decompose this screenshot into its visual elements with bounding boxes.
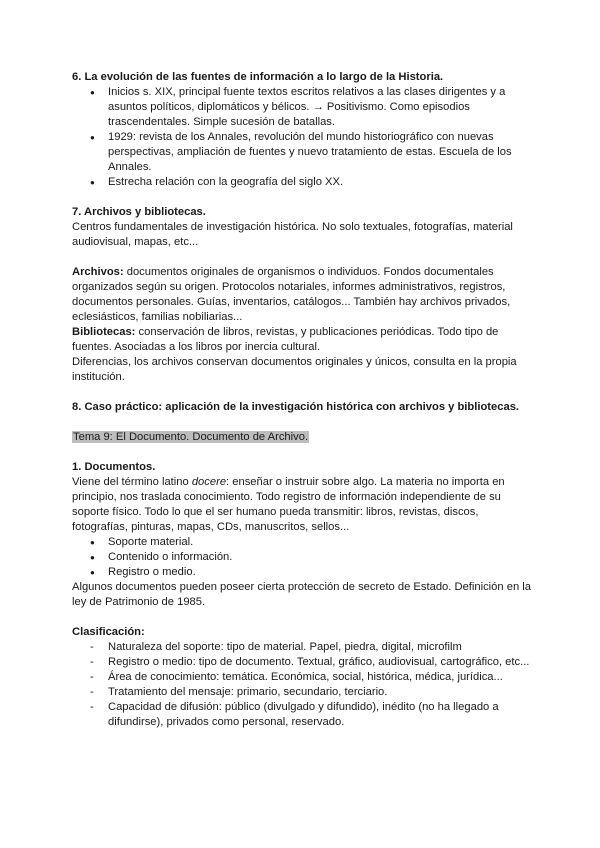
section-7-intro: Centros fundamentales de investigación histórica. No solo textuales, fotografías, material audiovisual, mapas, etc... [72,221,513,248]
documentos-closing: Algunos documentos pueden poseer cierta protección de secreto de Estado. Definición en la ley de Patrimonio de 1985. [72,581,531,608]
section-7-heading: 7. Archivos y bibliotecas. [72,206,206,218]
section-6-list [72,85,532,190]
document-content [72,70,532,730]
documentos-heading: 1. Documentos. [72,461,156,473]
clasificacion-list [72,640,532,730]
documentos-text-post: : enseñar o instruir sobre algo. La materia no importa en principio, nos traslada conocimiento. Todo registro de información independiente de su soporte físico. Todo lo que el ser humano pueda transmitir: libros, revistas, discos, fotografías, pinturas, mapas, CDs, manuscritos, sellos... [72,476,505,533]
archivos-label: Archivos: [72,266,124,278]
list-item: - Registro o medio: tipo de documento. Textual, gráfico, audiovisual, cartográfico, etc... [72,655,532,670]
bibliotecas-paragraph [72,325,532,355]
section-6-heading: 6. La evolución de las fuentes de información a lo largo de la Historia. [72,71,444,83]
list-item: - Tratamiento del mensaje: primario, secundario, terciario. [72,685,532,700]
list-item: - Área de conocimiento: temática. Económica, social, histórica, médica, jurídica... [72,670,532,685]
clasificacion-heading: Clasificación: [72,626,145,638]
list-item: - Capacidad de difusión: público (divulgado y difundido), inédito (no ha llegado a difundirse), privados como personal, reservado. [72,700,532,730]
list-item: ● Contenido o información. [72,550,532,565]
archivos-text: documentos originales de organismos o individuos. Fondos documentales organizados según su origen. Protocolos notariales, informes administrativos, registros, documentos personales. Guías, inventarios, catálogos... También hay archivos privados, eclesiásticos, familias nobiliarias... [72,266,511,323]
list-item: ● Estrecha relación con la geografía del siglo XX. [72,175,532,190]
list-item: - Naturaleza del soporte: tipo de material. Papel, piedra, digital, microfilm [72,640,532,655]
archivos-paragraph [72,265,532,325]
documentos-paragraph [72,475,532,535]
diferencias-paragraph: Diferencias, los archivos conservan documentos originales y únicos, consulta en la propia institución. [72,356,517,383]
tema-highlight: Tema 9: El Documento. Documento de Archivo. [73,431,309,443]
bibliotecas-text: conservación de libros, revistas, y publicaciones periódicas. Todo tipo de fuentes. Asociadas a los libros por inercia cultural. [72,326,499,353]
documentos-list [72,535,532,580]
list-item: ● Inicios s. XIX, principal fuente textos escritos relativos a las clases dirigentes y a asuntos políticos, diplomáticos y bélicos. → Positivismo. Como episodios trascendentales. Simple sucesión de batallas. [72,85,532,130]
docere-term: docere [191,476,227,488]
section-8-heading: 8. Caso práctico: aplicación de la investigación histórica con archivos y bibliotecas. [72,401,520,413]
tema-heading [72,430,532,445]
bibliotecas-label: Bibliotecas: [72,326,136,338]
list-item: ● Registro o medio. [72,565,532,580]
list-item: ● 1929: revista de los Annales, revolución del mundo historiográfico con nuevas perspectivas, ampliación de fuentes y nuevo tratamiento de estas. Escuela de los Annales. [72,130,532,175]
documentos-text-pre: Viene del término latino [72,476,192,488]
list-item: ● Soporte material. [72,535,532,550]
